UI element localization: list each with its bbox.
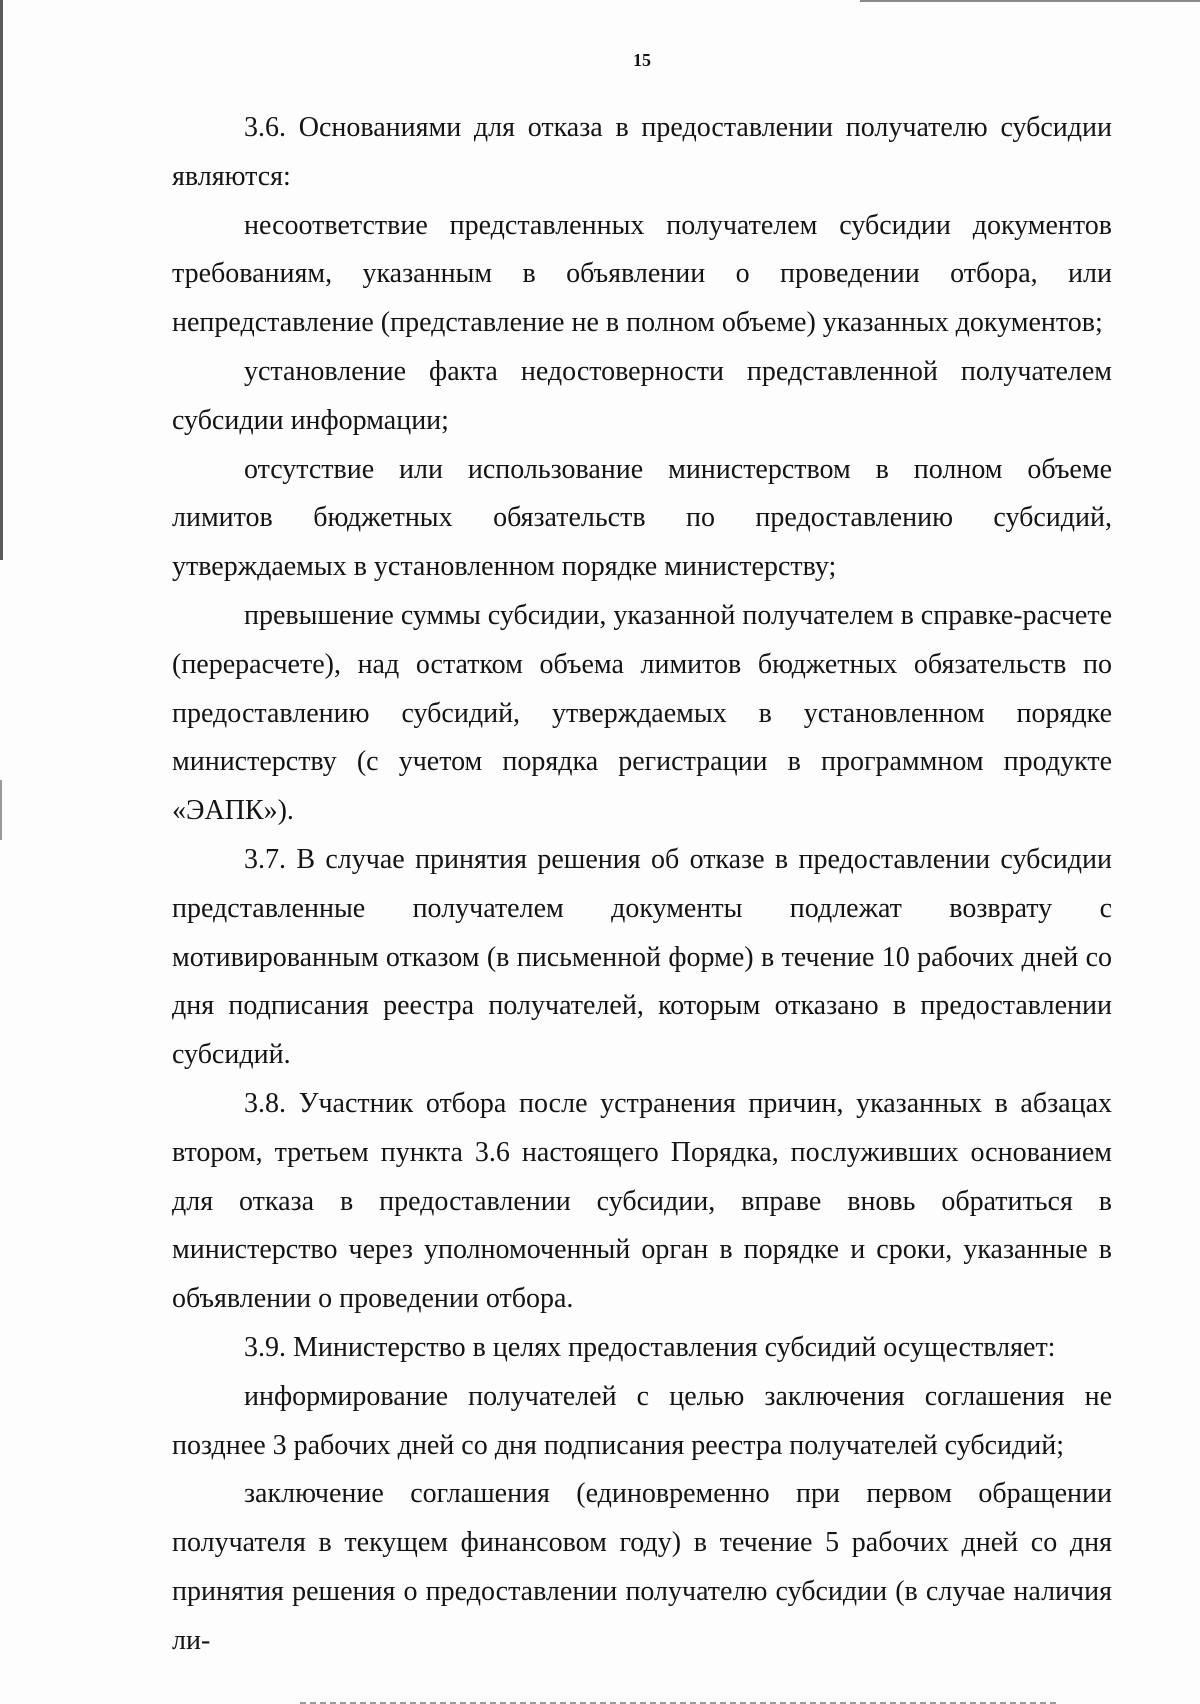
- scan-edge-left: [0, 0, 3, 560]
- paragraph-3-6: 3.6. Основаниями для отказа в предоставлении получателю субсидии являются:: [172, 112, 1112, 192]
- scan-edge-left-mark: [0, 780, 2, 840]
- paragraph-document-mismatch: несоответствие представленных получателем субсидии документов требованиям, указанным в объявлении о проведении отбора, или непредставление (представление не в полном объеме) указанных документов;: [172, 209, 1112, 339]
- paragraph-agreement: заключение соглашения (единовременно при первом обращении получателя в текущем финансовом году) в течение 5 рабочих дней со дня принятия решения о предоставлении получателю субсидии (в случае наличия ли-: [172, 1478, 1112, 1656]
- paragraph-3-7: 3.7. В случае принятия решения об отказе в предоставлении субсидии представленные получателем документы подлежат возврату с мотивированным отказом (в письменной форме) в течение 10 рабочих дней со дня подписания реестра получателей, которым отказано в предоставлении субсидий.: [172, 843, 1112, 1071]
- scan-edge-top: [860, 0, 1200, 2]
- paragraph-3-9: 3.9. Министерство в целях предоставления субсидий осуществляет:: [244, 1331, 1056, 1363]
- paragraph-amount-excess: превышение суммы субсидии, указанной получателем в справке-расчете (перерасчете), над остатком объема лимитов бюджетных обязательств по предоставлению субсидий, утверждаемых в установленном порядке министерству (с учетом порядка регистрации в программном продукте «ЭАПК»).: [172, 599, 1112, 827]
- paragraph-3-8: 3.8. Участник отбора после устранения причин, указанных в абзацах втором, третьем пункта 3.6 настоящего Порядка, послуживших основанием для отказа в предоставлении субсидии, вправе вновь обратиться в министерство через уполномоченный орган в порядке и сроки, указанные в объявлении о проведении отбора.: [172, 1087, 1112, 1315]
- paragraph-limits-absence: отсутствие или использование министерством в полном объеме лимитов бюджетных обязательств по предоставлению субсидий, утверждаемых в установленном порядке министерству;: [172, 453, 1112, 583]
- body-text: [172, 104, 1112, 1666]
- page-number: 15: [633, 50, 651, 70]
- paragraph-false-information: установление факта недостоверности представленной получателем субсидии информации;: [172, 355, 1112, 436]
- paragraph-informing: информирование получателей с целью заключения соглашения не позднее 3 рабочих дней со дня подписания реестра получателей субсидий;: [172, 1380, 1112, 1461]
